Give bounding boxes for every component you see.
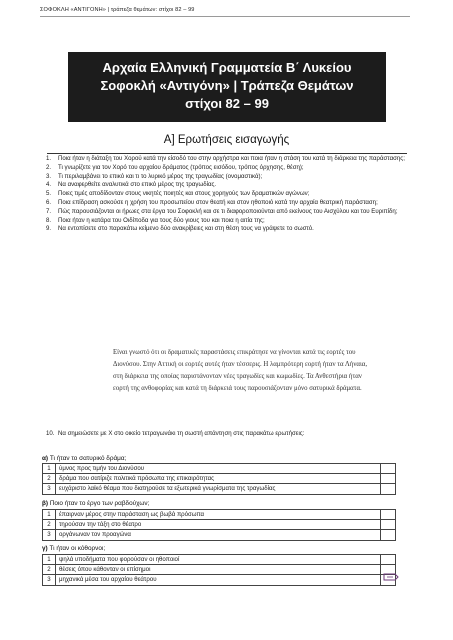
option-row (43, 565, 396, 575)
question-list (46, 155, 416, 234)
question-item (46, 181, 416, 190)
question-item (46, 199, 416, 208)
option-number: 3 (43, 484, 56, 494)
question-item (46, 155, 416, 164)
question-number: 3. (46, 172, 52, 180)
option-text: ύμνος προς τιμήν του Διονύσου (56, 464, 381, 474)
option-row (43, 464, 396, 474)
option-number: 2 (43, 520, 56, 530)
banner-title-line-1: Αρχαία Ελληνική Γραμματεία Β΄ Λυκείου (102, 60, 352, 75)
option-row (43, 530, 396, 540)
option-number: 1 (43, 464, 56, 474)
option-text: έπαιρναν μέρος στην παράσταση ως βωβά πρόσωπα (56, 510, 381, 520)
question-item (46, 190, 416, 199)
options-table-a (42, 463, 396, 495)
option-number: 3 (43, 575, 56, 585)
banner-title-line-3: στίχοι 82 – 99 (185, 96, 269, 111)
subquestion-b-label (42, 500, 149, 507)
subquestion-text: Ποιο ήταν το έργο των ραβδούχων; (49, 500, 150, 507)
answer-checkbox[interactable] (381, 510, 396, 520)
answer-checkbox[interactable] (381, 484, 396, 494)
subquestion-letter: γ) (42, 545, 48, 552)
question-item (46, 225, 416, 234)
option-text: ευχάριστο λαϊκό θέαμα που διατηρούσε τα εξωτερικά γνωρίσματα της τραγωδίας (56, 484, 381, 494)
subquestion-letter: α) (42, 455, 49, 462)
question-number: 8. (46, 216, 52, 224)
question-number: 5. (46, 190, 52, 198)
question-text: Ποια ήταν η κατάρα του Οιδίποδα για τους δύο γιους του και ποια η αιτία της; (58, 216, 265, 224)
question-number: 4. (46, 181, 52, 189)
option-number: 3 (43, 530, 56, 540)
answer-checkbox[interactable] (381, 464, 396, 474)
title-banner (68, 52, 386, 122)
question-item (46, 208, 416, 217)
options-table-c (42, 554, 396, 586)
question-number: 6. (46, 198, 52, 206)
option-text: ψηλά υποδήματα που φορούσαν οι ηθοποιοί (56, 555, 381, 565)
option-number: 2 (43, 565, 56, 575)
question-number: 9. (46, 225, 52, 233)
question-text: Τι γνωρίζετε για τον Χορό του αρχαίου δράματος (τρόπος εισόδου, τρόπος όρχησης, θέση); (58, 163, 304, 171)
options-table-b (42, 509, 396, 541)
question-text: Να σημειώσετε με Χ στο οικείο τετραγωνάκι τη σωστή απάντηση στις παρακάτω ερωτήσεις: (58, 430, 305, 437)
answer-checkbox[interactable] (381, 555, 396, 565)
question-item (46, 430, 411, 439)
option-row (43, 474, 396, 484)
subquestion-letter: β) (42, 500, 49, 507)
option-number: 2 (43, 474, 56, 484)
option-text: δράμα που σατίριζε πολιτικά πρόσωπα της επικαιρότητας (56, 474, 381, 484)
banner-title-line-2: Σοφοκλή «Αντιγόνη» | Τράπεζα Θεμάτων (100, 78, 354, 93)
page-tab-icon (383, 572, 399, 582)
option-row (43, 510, 396, 520)
answer-checkbox[interactable] (381, 474, 396, 484)
answer-checkbox[interactable] (381, 520, 396, 530)
question-text: Να εντοπίσετε στο παρακάτω κείμενο δύο ανακρίβειες και στη θέση τους να γράψετε το σωστό. (58, 225, 314, 233)
option-row (43, 555, 396, 565)
excerpt-passage: Είναι γνωστό ότι οι δραματικές παραστάσεις επικράτησε να γίνονται κατά τις εορτές του Διονύσου. Στην Αττική οι εορτές αυτές ήταν τέσσερις. Η λαμπρότερη εορτή ήταν τα Λήναια, στη διάρκεια της οποίας παριστάνονταν νέες τραγωδίες και κωμωδίες. Τα Ανθεστήρια ήταν εορτή της ανθοφορίας και κατά τη διάρκειά τους παρουσιάζονταν μόνο σατυρικά δράματα. (113, 349, 368, 392)
subquestion-text: Τι ήταν οι κόθορνοι; (49, 545, 106, 552)
question-item (46, 173, 416, 182)
question-text: Να αναφερθείτε αναλυτικά στο επικό μέρος της τραγωδίας. (58, 181, 217, 189)
question-text: Τι περιλαμβάνει το επικό και τι το λυρικό μέρος της τραγωδίας (ονομαστικά); (58, 172, 263, 180)
question-number: 2. (46, 163, 52, 171)
option-row (43, 520, 396, 530)
section-rule (47, 153, 407, 154)
subquestion-text: Τι ήταν το σατυρικό δράμα; (49, 455, 127, 462)
option-text: τηρούσαν την τάξη στο θέατρο (56, 520, 381, 530)
option-text: θέσεις όπου κάθονταν οι επίσημοι (56, 565, 381, 575)
option-text: οργάνωναν τον προαγώνα (56, 530, 381, 540)
option-number: 1 (43, 555, 56, 565)
subquestion-a-label (42, 455, 126, 462)
subquestion-c-label (42, 545, 105, 552)
option-row (43, 575, 396, 585)
question-item (46, 217, 416, 226)
option-text: μηχανικά μέσα του αρχαίου θεάτρου (56, 575, 381, 585)
question-text: Ποιες τιμές αποδίδονταν στους νικητές ποιητές και στους χορηγούς των δραματικών αγώνων; (58, 190, 310, 198)
question-number: 10. (46, 430, 55, 437)
option-number: 1 (43, 510, 56, 520)
running-head: ΣΟΦΟΚΛΗ «ΑΝΤΙΓΟΝΗ» | τράπεζα θεμάτων: στίχοι 82 – 99 (40, 7, 195, 13)
question-item (46, 164, 416, 173)
option-row (43, 484, 396, 494)
question-text: Πώς παρουσιάζονται οι ήρωες στα έργα του Σοφοκλή και σε τι διαφοροποιούνται από εκείνους του Αισχύλου και του Ευριπίδη; (58, 207, 398, 215)
question-number: 1. (46, 155, 52, 162)
section-title: Α] Ερωτήσεις εισαγωγής (163, 134, 290, 146)
header-rule (40, 16, 410, 17)
question-number: 7. (46, 207, 52, 215)
answer-checkbox[interactable] (381, 530, 396, 540)
question-text: Ποια επίδραση ασκούσε η χρήση του προσωπείου στον θεατή και στον ηθοποιό κατά την αρχαία θεατρική παράσταση; (58, 198, 378, 206)
question-text: Ποια ήταν η διάταξη του Χορού κατά την είσοδό του στην ορχήστρα και ποια ήταν η στάση του κατά τη διάρκεια της παράστασης; (58, 155, 405, 162)
